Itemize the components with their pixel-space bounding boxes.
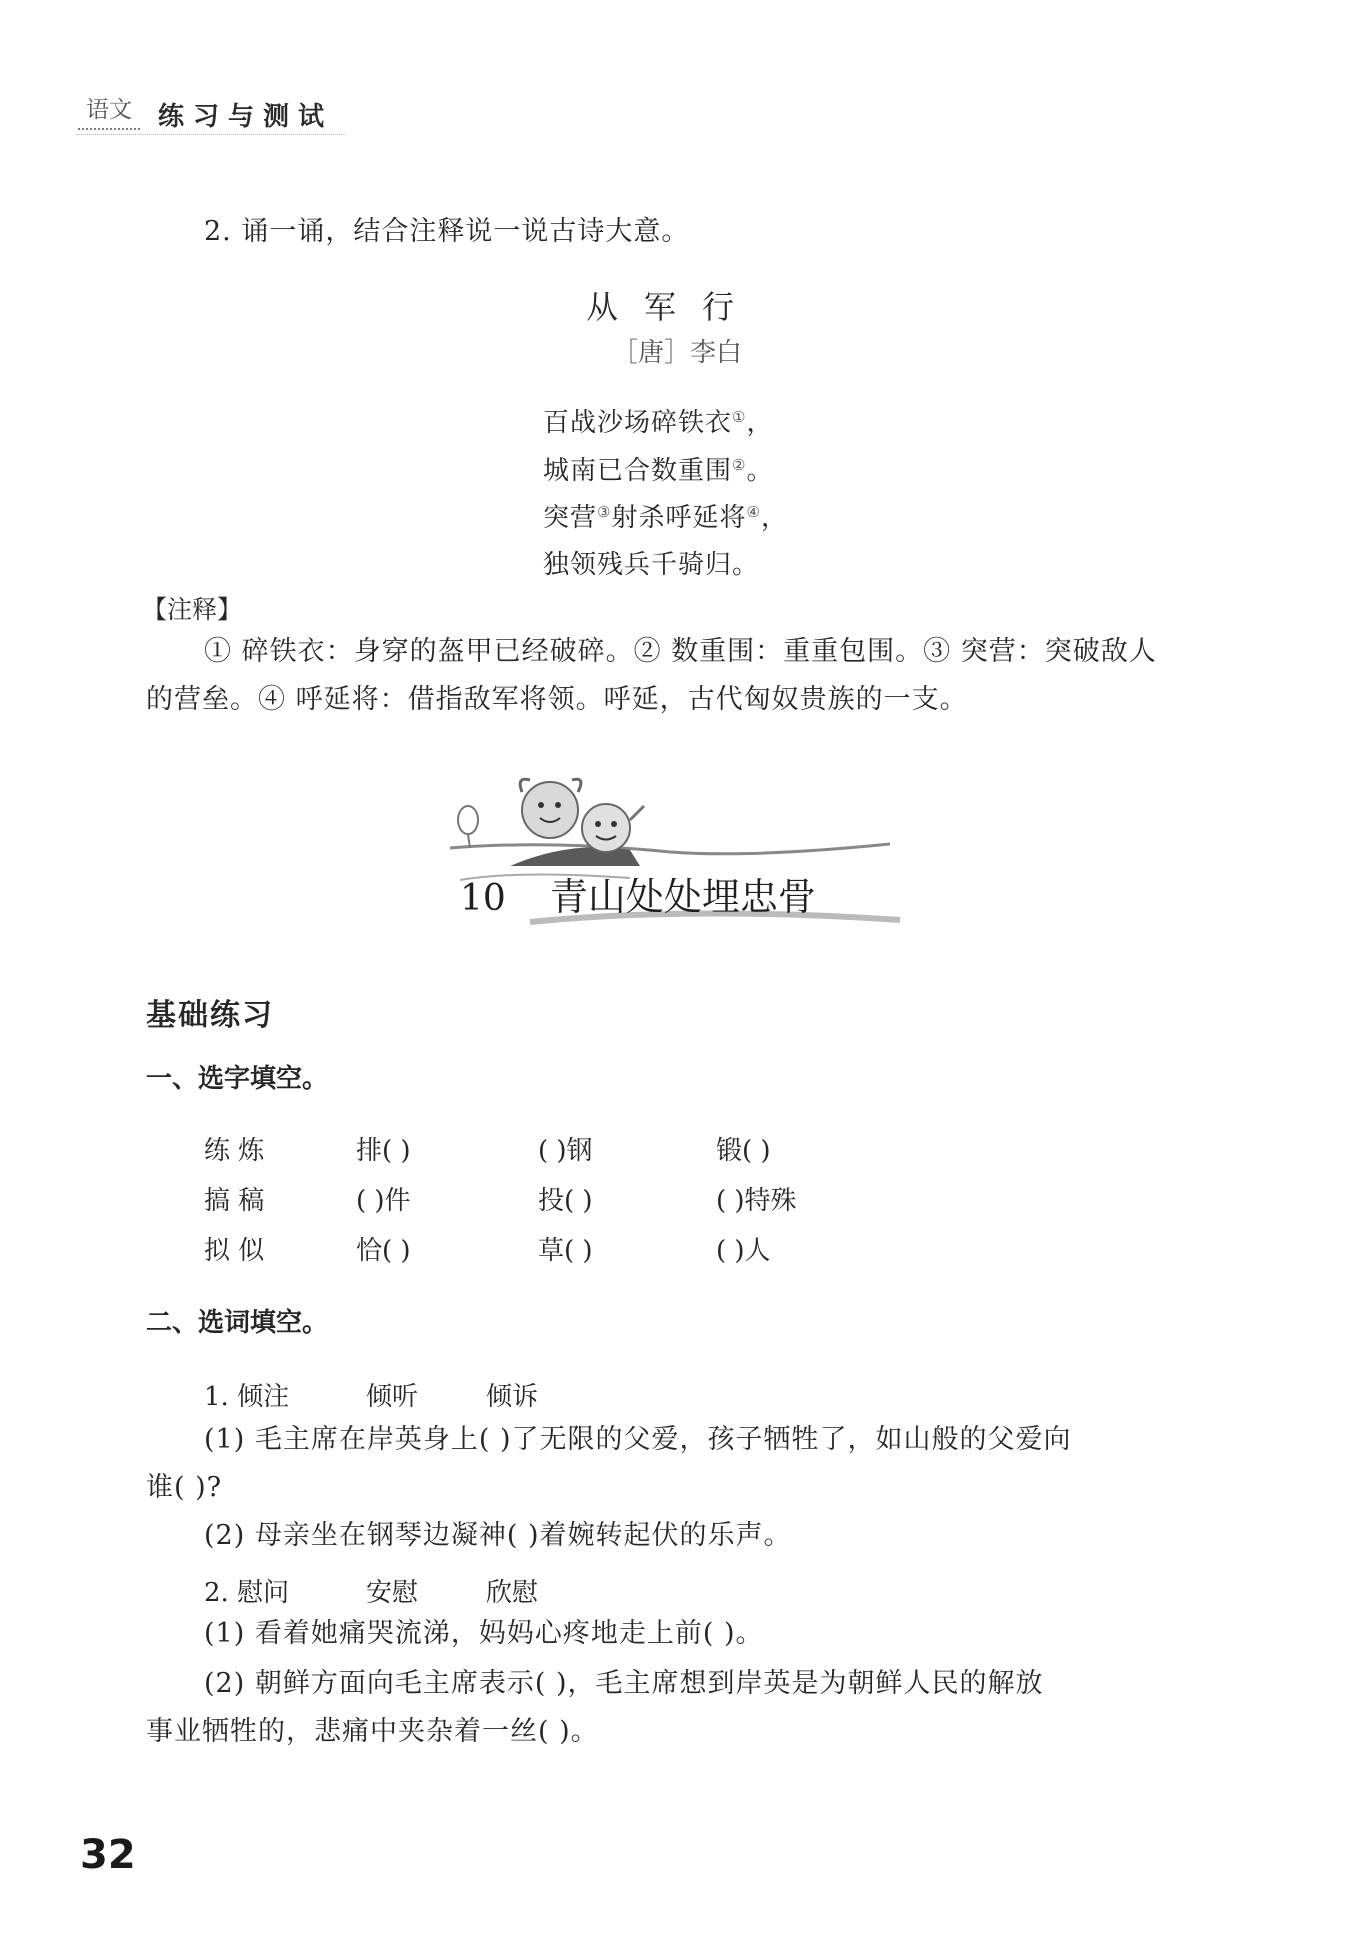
word-group-2-option-2: 安慰 bbox=[366, 1578, 419, 1608]
blank-cell[interactable]: 恰( ) bbox=[356, 1236, 411, 1266]
g1-sentence-1-line-1: (1) 毛主席在岸英身上( )了无限的父爱，孩子牺牲了，如山般的父爱向 bbox=[204, 1424, 1072, 1455]
note-ref-3: ③ bbox=[597, 503, 612, 521]
g1-sentence-2: (2) 母亲坐在钢琴边凝神( )着婉转起伏的乐声。 bbox=[204, 1520, 792, 1551]
notes-heading: 【注释】 bbox=[142, 595, 243, 624]
g1-sentence-1-line-2: 谁( )? bbox=[146, 1472, 223, 1503]
subject-label: 语文 bbox=[78, 92, 140, 130]
poem-line-1: 百战沙场碎铁衣①， bbox=[543, 408, 774, 438]
g2-sentence-2-line-1: (2) 朝鲜方面向毛主席表示( )，毛主席想到岸英是为朝鲜人民的解放 bbox=[204, 1668, 1044, 1699]
blank-cell[interactable]: ( )人 bbox=[716, 1236, 771, 1266]
part-1-heading: 一、选字填空。 bbox=[146, 1064, 329, 1094]
char-pair-1: 练 炼 bbox=[204, 1136, 265, 1166]
poem-title: 从军行 bbox=[586, 288, 761, 326]
poem-line-3: 突营③射杀呼延将④， bbox=[543, 503, 788, 533]
g2-sentence-2-line-2: 事业牺牲的，悲痛中夹杂着一丝( )。 bbox=[146, 1716, 599, 1747]
blank-cell[interactable]: 排( ) bbox=[356, 1136, 411, 1166]
char-pair-3: 拟 似 bbox=[204, 1236, 265, 1266]
word-group-2-option-3: 欣慰 bbox=[486, 1578, 539, 1608]
word-group-1-option-2: 倾听 bbox=[366, 1382, 419, 1412]
part-2-heading: 二、选词填空。 bbox=[146, 1308, 329, 1338]
blank-cell[interactable]: 投( ) bbox=[538, 1186, 593, 1216]
lesson-name: 青山处处埋忠骨 bbox=[549, 875, 816, 919]
section-heading-basic: 基础练习 bbox=[146, 998, 274, 1033]
notes-line-2: 的营垒。④ 呼延将：借指敌军将领。呼延，古代匈奴贵族的一支。 bbox=[146, 684, 968, 715]
char-pair-2: 搞 稿 bbox=[204, 1186, 265, 1216]
blank-cell[interactable]: ( )钢 bbox=[538, 1136, 593, 1166]
note-ref-1: ① bbox=[732, 408, 747, 426]
blank-cell[interactable]: ( )特殊 bbox=[716, 1186, 797, 1216]
question-2-prompt: 2. 诵一诵，结合注释说一说古诗大意。 bbox=[204, 216, 690, 247]
poem-line-4: 独领残兵千骑归。 bbox=[543, 550, 760, 580]
note-ref-2: ② bbox=[732, 456, 747, 474]
lesson-number: 10 bbox=[460, 878, 506, 919]
header-divider bbox=[76, 134, 346, 135]
poem-author: ［唐］李白 bbox=[612, 338, 743, 368]
page-number: 32 bbox=[80, 1832, 136, 1878]
notes-line-1: ① 碎铁衣：身穿的盔甲已经破碎。② 数重围：重重包围。③ 突营：突破敌人 bbox=[204, 636, 1157, 667]
note-ref-4: ④ bbox=[746, 503, 761, 521]
poem-line-2: 城南已合数重围②。 bbox=[543, 456, 774, 486]
word-group-1-option-3: 倾诉 bbox=[486, 1382, 539, 1412]
word-group-1-option-1: 1. 倾注 bbox=[204, 1382, 290, 1412]
g2-sentence-1: (1) 看着她痛哭流涕，妈妈心疼地走上前( )。 bbox=[204, 1618, 764, 1649]
book-title: 练习与测试 bbox=[158, 102, 334, 132]
word-group-2-option-1: 2. 慰问 bbox=[204, 1578, 290, 1608]
blank-cell[interactable]: ( )件 bbox=[356, 1186, 411, 1216]
lesson-title bbox=[460, 866, 816, 921]
blank-cell[interactable]: 草( ) bbox=[538, 1236, 593, 1266]
blank-cell[interactable]: 锻( ) bbox=[716, 1136, 771, 1166]
